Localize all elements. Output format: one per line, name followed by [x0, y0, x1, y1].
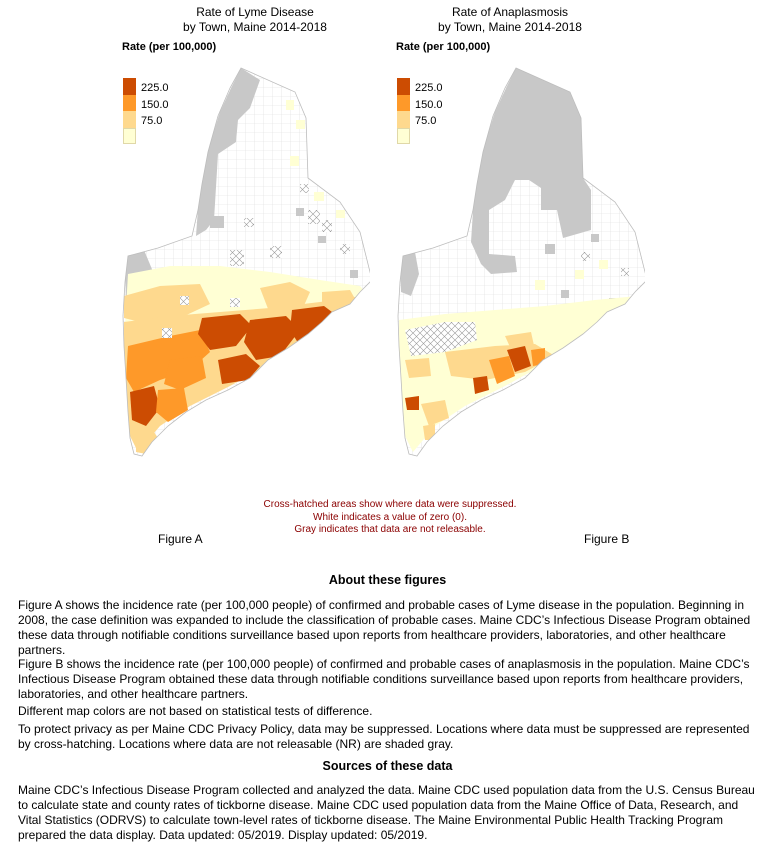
figure-b-label: Figure B	[584, 532, 630, 546]
note-white-zero: White indicates a value of zero (0).	[313, 511, 467, 523]
legend-label: 150.0	[415, 98, 443, 111]
note-gray-not-releasable: Gray indicates that data are not releasable.	[294, 524, 486, 535]
legend-label: 75.0	[415, 115, 437, 127]
about-paragraph-a: Figure A shows the incidence rate (per 100,000 people) of confirmed and probable cases of Lyme disease in the population. Beginning in 2008, the case definition was expanded to include the classification of probable cases. Maine CDC’s Infectious Disease Program obtained these data through notifiable conditions surveillance based upon reports from healthcare providers, laboratories, and other healthcare partners.	[18, 598, 751, 657]
map-b-title	[405, 5, 615, 35]
legend-label: 150.0	[141, 98, 169, 111]
legend-label: 225.0	[415, 82, 443, 94]
about-heading: About these figures	[328, 573, 447, 587]
map-a-title-line1: Rate of Lyme Disease	[196, 5, 314, 19]
map-b-title-line2: by Town, Maine 2014-2018	[438, 20, 582, 34]
map-a-title-line2: by Town, Maine 2014-2018	[183, 20, 327, 34]
map-b-legend-title: Rate (per 100,000)	[396, 41, 491, 53]
map-a-lyme-choropleth	[110, 60, 370, 460]
about-paragraph-colors: Different map colors are not based on statistical tests of difference.	[18, 704, 373, 718]
sources-paragraph: Maine CDC’s Infectious Disease Program collected and analyzed the data. Maine CDC used population data from the U.S. Census Bureau to calculate state and county rates of tickborne disease. Maine CDC used population data from the Maine Office of Data, Research, and Vital Statistics (ODRVS) to calculate town-level rates of tickborne disease. The Maine Environmental Public Health Tracking Program prepared the data display. Data updated: 05/2019. Display updated: 05/2019.	[18, 783, 755, 842]
map-a-legend-title: Rate (per 100,000)	[122, 41, 217, 53]
map-b-title-line1: Rate of Anaplasmosis	[451, 5, 569, 19]
note-cross-hatched: Cross-hatched areas show where data were suppressed.	[263, 499, 517, 510]
about-paragraph-privacy: To protect privacy as per Maine CDC Privacy Policy, data may be suppressed. Locations where data must be suppressed are represented by cross-hatching. Locations where data are not releasable (NR) are shaded gray.	[18, 722, 750, 751]
figure-a-label: Figure A	[158, 532, 203, 546]
map-notes	[200, 499, 580, 537]
sources-heading: Sources of these data	[322, 759, 453, 773]
map-a-title	[150, 5, 360, 35]
legend-label: 75.0	[141, 115, 163, 127]
legend-label: 225.0	[141, 82, 169, 94]
about-paragraph-b: Figure B shows the incidence rate (per 100,000 people) of confirmed and probable cases of anaplasmosis in the population. Maine CDC’s Infectious Disease Program obtained these data through notifiable conditions surveillance based upon reports from healthcare providers, laboratories, and other healthcare partners.	[18, 657, 750, 701]
map-b-anaplasmosis-choropleth	[385, 60, 645, 460]
